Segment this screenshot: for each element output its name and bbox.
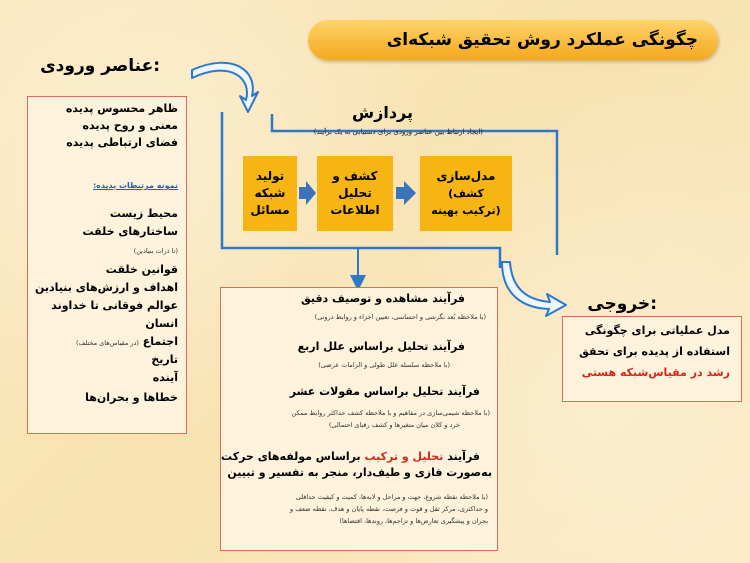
input-main-item: فضای ارتباطی پدیده bbox=[66, 136, 178, 149]
output-line: مدل عملیاتی برای چگونگی bbox=[584, 324, 730, 337]
input-main-item: معنی و روح پدیده bbox=[82, 119, 178, 132]
example-item: آینده bbox=[152, 371, 178, 384]
step-note: خرد و کلان میان متغیرها و کشف رقبای احتمالی) bbox=[328, 421, 460, 429]
box-line: تحلیل bbox=[338, 186, 372, 200]
box-line: کشف و bbox=[332, 169, 378, 183]
box-line: شبکه bbox=[254, 186, 286, 200]
box-arrow-2 bbox=[396, 181, 416, 205]
example-item: قوانین خلقت bbox=[105, 263, 178, 276]
example-item: اهداف و ارزش‌های بنیادین bbox=[35, 281, 178, 294]
example-item: خطاها و بحران‌ها bbox=[85, 391, 178, 404]
output-line-highlight: رشد در مقیاس‌شبکه هستی bbox=[581, 366, 730, 379]
example-item: محیط زیست bbox=[109, 207, 178, 220]
step-note: (با ملاحظه بُعد نگرشی و احساسی، تعیین اجزاء و روابط درونی) bbox=[314, 313, 486, 321]
step-title-prefix: فرآیند bbox=[447, 450, 480, 463]
box-line: اطلاعات bbox=[330, 203, 380, 217]
example-item-note: (در مقیاس‌های مختلف) bbox=[76, 339, 139, 347]
step-title-line2: به‌صورت فازی و طیف‌دار، منجر به تفسیر و تبیین bbox=[227, 466, 492, 479]
example-item: عوالم فوقانی تا خداوند bbox=[51, 299, 178, 312]
example-item: تاریخ bbox=[151, 353, 178, 366]
step-title: فرآیند تحلیل براساس علل اربع bbox=[297, 340, 465, 353]
step-title bbox=[221, 450, 480, 463]
step-note: و حداکثری، مرکز ثقل و قوت و فرصت، نقطه پایان و هدف، نقطه ضعف و bbox=[290, 505, 488, 513]
box-line: تولید bbox=[255, 169, 285, 183]
example-item-note: (تا ذرات بنیادین) bbox=[133, 247, 178, 255]
page-title: چگونگی عملکرد روش تحقیق شبکه‌ای bbox=[386, 30, 698, 50]
process-box-discover bbox=[317, 156, 393, 231]
box-line: مدل‌سازی bbox=[436, 169, 496, 183]
step-title: فرآیند مشاهده و توصیف دقیق bbox=[300, 292, 465, 305]
process-box-model bbox=[420, 156, 512, 231]
step-title-highlight: تحلیل و ترکیب bbox=[364, 450, 444, 463]
input-curve-arrow bbox=[192, 63, 258, 112]
inputs-heading: عناصر ورودی: bbox=[40, 56, 160, 76]
example-item-label: اجتماع bbox=[142, 335, 178, 348]
step-title: فرآیند تحلیل براساس مقولات عشر bbox=[289, 385, 480, 398]
examples-label: نمونه مرتبطات پدیده: bbox=[92, 181, 178, 190]
box-arrow-1 bbox=[299, 181, 316, 205]
box-line: ترکیب بهینه) bbox=[431, 204, 501, 217]
step-note: (با ملاحظه نقطه شروع، جهت و مراحل و لایه‌ها، کمیت و کیفیت حداقلی bbox=[295, 493, 488, 501]
step-note: (با ملاحظه سلسله علل طولی و الزامات عرضی) bbox=[318, 361, 450, 369]
process-subheading: (ایجاد ارتباط بین عناصر ورودی برای دستیابی به یک برآیند) bbox=[313, 128, 483, 136]
process-box-generate bbox=[243, 156, 297, 231]
example-item: انسان bbox=[145, 317, 178, 330]
step-note: (با ملاحظه شیمی‌سازی در مفاهیم و با ملاحظه کشف حداکثر روابط ممکن bbox=[291, 409, 490, 417]
example-item bbox=[76, 335, 178, 348]
output-curve-arrow bbox=[502, 262, 566, 316]
step-title-suffix: براساس مولفه‌های حرکت bbox=[221, 450, 361, 463]
output-line: استفاده از پدیده برای تحقق bbox=[579, 345, 730, 358]
step-note: بحران و پیشگیری تعارض‌ها و تزاحم‌ها، روندها، اقتضاها) bbox=[339, 517, 488, 525]
box-line: (کشف bbox=[448, 187, 484, 200]
box-line: مسائل bbox=[250, 203, 290, 217]
example-item: ساختارهای خلقت bbox=[82, 225, 178, 238]
process-heading: پردازش bbox=[352, 103, 413, 122]
input-main-item: ظاهر محسوس پدیده bbox=[65, 102, 178, 115]
output-heading: خروجی: bbox=[587, 294, 657, 314]
